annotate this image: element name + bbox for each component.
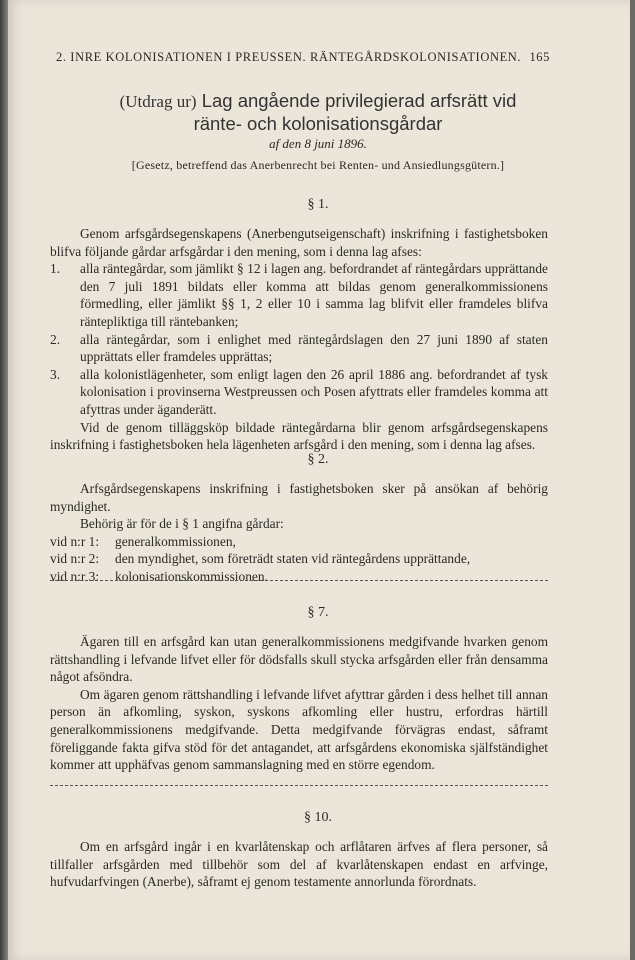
section-1-intro: Genom arfsgårdsegenskapens (Anerbengutseigenschaft) inskrifning i fastighetsboken blifva följande gårdar arfsgårdar i den mening, som i denna lag afses: xyxy=(50,226,548,259)
section-7-body xyxy=(50,633,548,774)
list-item-text: alla räntegårdar, som jämlikt § 12 i lagen ang. befordrandet af räntegårdars upprättande den 7 juli 1891 bildats eller komma att bildas genom generalkommissionens förmedling, eller jämlikt §§ 1, 2 eller 10 i samma lag blifvit eller framdeles blifva räntepliktiga till räntebanken; xyxy=(80,261,548,329)
title-prefix: (Utdrag ur) xyxy=(119,92,197,111)
law-title xyxy=(48,90,588,135)
list-item-number: 3. xyxy=(50,366,61,382)
authority-row xyxy=(50,568,548,586)
section-7-para2: Om ägaren genom rättshandling i lefvande lifvet afyttrar gården i dess helhet till annan person än afkomling, syskon, syskons afkomling eller hustru, erfordras härtill generalkommissionens medgifvande. Detta medgifvande förvägras endast, såframt föreliggande fakta gifva stöd för det antagandet, att arfsgårdens ekonomiska själfständighet kommer att upphäfvas genom sammanslagning med en större egendom. xyxy=(50,686,548,773)
authority-number: vid n:r 3: xyxy=(50,568,100,584)
section-7-heading: § 7. xyxy=(307,605,329,620)
section-7-para1: Ägaren till en arfsgård kan utan generalkommissionens medgifvande hvarken genom rättshandling i lefvande lifvet eller för dödsfalls skull stycka arfsgården eller från densamma något afsöndra. xyxy=(50,634,548,685)
running-header xyxy=(56,50,550,65)
list-item xyxy=(50,260,548,330)
book-binding-edge xyxy=(0,0,8,960)
section-10-para1: Om en arfsgård ingår i en kvarlåtenskap och arflåtaren ärfves af flera personer, så tillfaller arfsgården med tillbehör som del af kvarlåtenskapen endast en arfvinge, hufvudarfvingen (Anerbe), såframt ej genom testamente annorlunda förordnats. xyxy=(50,839,548,890)
section-2-para1: Arfsgårdsegenskapens inskrifning i fastighetsboken sker på ansökan af behörig myndighet. xyxy=(50,481,548,514)
list-item-number: 2. xyxy=(50,331,61,347)
section-10-heading: § 10. xyxy=(304,810,332,825)
authority-row xyxy=(50,550,548,568)
title-line2: ränte- och kolonisationsgårdar xyxy=(193,113,443,134)
section-2-body xyxy=(50,480,548,586)
list-item xyxy=(50,331,548,366)
section-2-heading: § 2. xyxy=(307,452,329,467)
section-1-para2: Vid de genom tilläggsköp bildade räntegårdarna blir genom arfsgårdsegenskapens inskrifning i fastighetsboken hela lägenheten arfsgård i den mening, som i denna lag afses. xyxy=(50,419,548,453)
german-title: [Gesetz, betreffend das Anerbenrecht bei Renten- und Ansiedlungsgütern.] xyxy=(131,158,505,172)
list-item-text: alla kolonistlägenheter, som enligt lagen den 26 april 1886 ang. befordrandet af tysk kolonisation i provinserna Westpreussen och Posen afyttrats eller framdeles komma att afyttras under äganderätt. xyxy=(80,366,548,417)
list-item-text: alla räntegårdar, som i enlighet med räntegårdslagen den 27 juni 1890 af staten upprättats eller framdeles upprättas; xyxy=(80,331,548,365)
page-number: 165 xyxy=(529,50,550,64)
list-item-number: 1. xyxy=(50,261,61,277)
list-item xyxy=(50,366,548,419)
law-date: af den 8 juni 1896. xyxy=(269,136,367,151)
title-line1: Lag angående privilegierad arfsrätt vid xyxy=(201,90,517,111)
section-1-heading: § 1. xyxy=(307,197,329,212)
authority-name: kolonisationskommissionen. xyxy=(115,568,268,584)
authority-name: generalkommissionen, xyxy=(115,533,236,549)
omission-divider xyxy=(50,580,548,581)
authority-name: den myndighet, som företrädt staten vid räntegårdens upprättande, xyxy=(115,551,471,567)
section-2-para2: Behörig är för de i § 1 angifna gårdar: xyxy=(80,516,284,532)
authority-number: vid n:r 1: xyxy=(50,533,100,549)
omission-divider xyxy=(50,785,548,786)
header-title: 2. INRE KOLONISATIONEN I PREUSSEN. RÄNTEGÅRDSKOLONISATIONEN. xyxy=(56,50,522,64)
section-10-body xyxy=(50,838,548,891)
authority-row xyxy=(50,533,548,551)
authority-number: vid n:r 2: xyxy=(50,551,100,567)
section-1-body xyxy=(50,225,548,454)
